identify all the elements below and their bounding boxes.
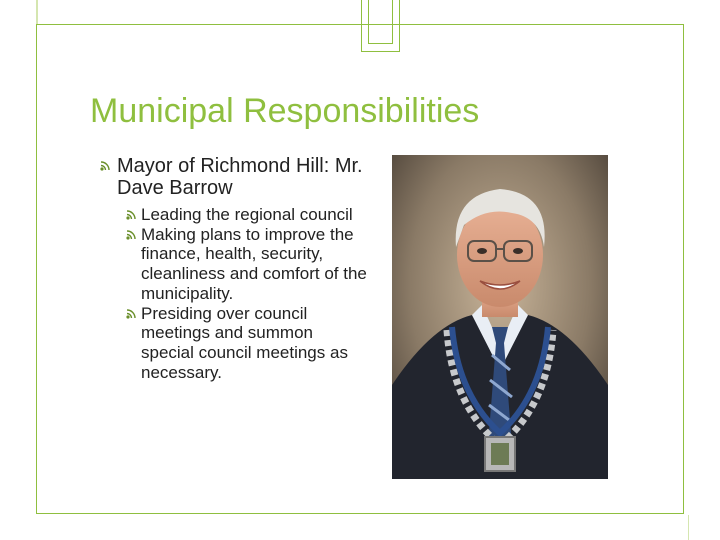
sub-bullet-1 <box>100 205 370 225</box>
decorative-tab-inner <box>368 0 393 44</box>
sub-bullet-2 <box>100 225 370 304</box>
wifi-bullet-icon <box>126 308 139 319</box>
decorative-line-left <box>36 0 38 24</box>
sub-bullet-3-text: Presiding over council meetings and summon special council meetings as necessary. <box>141 303 348 382</box>
slide-title: Municipal Responsibilities <box>90 92 480 130</box>
sub-bullet-3 <box>100 304 370 383</box>
sub-bullet-1-text: Leading the regional council <box>141 205 353 224</box>
mayor-portrait-photo <box>392 155 608 479</box>
bullet-list <box>100 155 370 382</box>
wifi-bullet-icon <box>126 209 139 220</box>
bullet-main <box>100 155 370 199</box>
decorative-line-right <box>688 515 689 540</box>
bullet-main-text: Mayor of Richmond Hill: Mr. Dave Barrow <box>117 155 363 199</box>
wifi-bullet-icon <box>126 229 139 240</box>
wifi-bullet-icon <box>100 160 113 171</box>
sub-bullet-2-text: Making plans to improve the finance, health, security, cleanliness and comfort of the municipality. <box>141 224 367 303</box>
portrait-illustration <box>392 155 608 479</box>
